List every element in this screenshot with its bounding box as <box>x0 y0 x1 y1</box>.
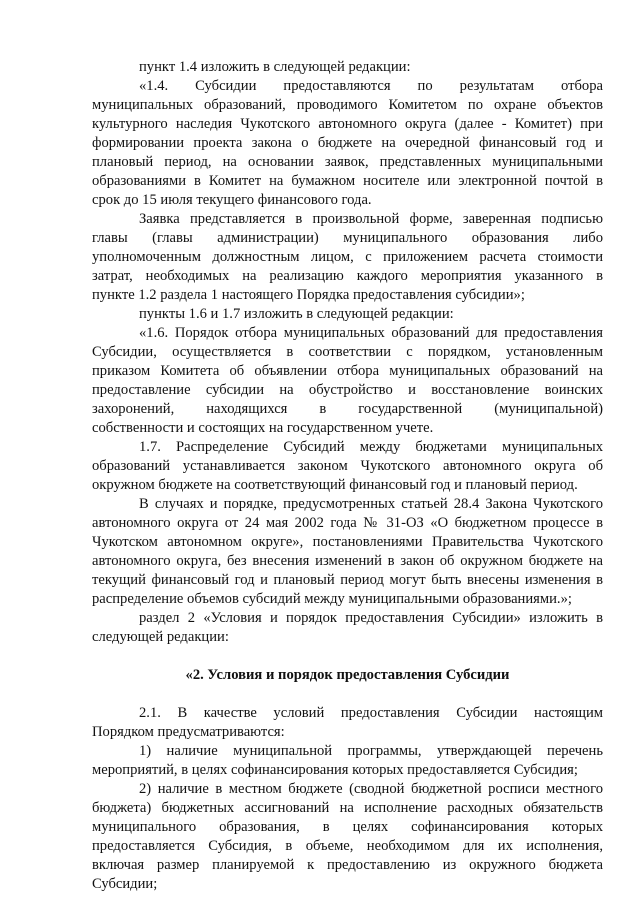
text-line: 1.7. Распределение Субсидий между бюджетами муниципальных <box>139 439 603 455</box>
text-line: 1) наличие муниципальной программы, утверждающей перечень <box>139 743 603 759</box>
text-line: следующей редакции: <box>92 629 229 645</box>
amendment-intro-1-6-1-7: пункты 1.6 и 1.7 изложить в следующей редакции: <box>139 306 454 322</box>
text-line: включая размер планируемой к предоставлению из окружного бюджета <box>92 857 603 873</box>
text-line: автономного округа от 24 мая 2002 года № 31-ОЗ «О бюджетном процессе в <box>92 515 603 531</box>
text-line: муниципальных образований, проводимого Комитетом по охране объектов <box>92 97 603 113</box>
paragraph-1-4 <box>92 77 603 210</box>
text-line: текущий финансовый год и плановый период могут быть внесены изменения в <box>92 572 603 588</box>
text-line: мероприятий, в целях софинансирования которых предоставляется Субсидия; <box>92 762 578 778</box>
amendment-intro-1-4: пункт 1.4 изложить в следующей редакции: <box>139 59 411 75</box>
text-line: Чукотском автономном округе», постановлениями Правительства Чукотского <box>92 534 603 550</box>
text-line: срок до 15 июля текущего финансового года. <box>92 192 372 208</box>
condition-item-1 <box>92 742 603 780</box>
text-line: образованиями в Комитет на бумажном носителе или электронной почтой в <box>92 173 603 189</box>
amendment-intro-section-2 <box>92 609 603 647</box>
text-line: приказом Комитета об объявлении отбора муниципальных образований на <box>92 363 603 379</box>
text-line: главы (главы администрации) муниципального образования либо <box>92 230 603 246</box>
text-line: окружном бюджете на соответствующий финансовый год и плановый период. <box>92 477 578 493</box>
text-line: Субсидии, осуществляется в соответствии с порядком, установленным <box>92 344 603 360</box>
text-line: пункте 1.2 раздела 1 настоящего Порядка предоставления субсидии»; <box>92 287 525 303</box>
paragraph-application <box>92 210 603 305</box>
text-line: предоставляется Субсидия, в объеме, необходимом для их исполнения, <box>92 838 603 854</box>
paragraph-cases <box>92 495 603 609</box>
text-line: раздел 2 «Условия и порядок предоставления Субсидии» изложить в <box>139 610 603 626</box>
text-line: уполномоченным должностным лицом, с приложением расчета стоимости <box>92 249 603 265</box>
paragraph-1-6 <box>92 324 603 438</box>
text-line: плановый период, на основании заявок, представленных муниципальными <box>92 154 603 170</box>
text-line: культурного наследия Чукотского автономного округа (далее - Комитет) при <box>92 116 603 132</box>
text-line: 2) наличие в местном бюджете (сводной бюджетной росписи местного <box>139 781 603 797</box>
text-line: «1.6. Порядок отбора муниципальных образований для предоставления <box>139 325 603 341</box>
text-line: муниципального образования, в целях софинансирования которых <box>92 819 603 835</box>
text-line: захоронений, находящихся в государственной (муниципальной) <box>92 401 603 417</box>
text-line: затрат, необходимых на реализацию каждого мероприятия указанного в <box>92 268 603 284</box>
section-2-heading: «2. Условия и порядок предоставления Субсидии <box>185 667 510 683</box>
text-line: Субсидии; <box>92 876 158 892</box>
text-line: собственности и состоящих на государственном учете. <box>92 420 434 436</box>
text-line: формировании проекта закона о бюджете на очередной финансовый год и <box>92 135 603 151</box>
text-line: Порядком предусматриваются: <box>92 724 285 740</box>
paragraph-1-7 <box>92 438 603 495</box>
text-line: предоставление субсидии на обустройство и восстановление воинских <box>92 382 603 398</box>
text-line: бюджета) бюджетных ассигнований на исполнение расходных обязательств <box>92 800 603 816</box>
text-line: Заявка представляется в произвольной форме, заверенная подписью <box>139 211 603 227</box>
text-line: «1.4. Субсидии предоставляются по результатам отбора <box>139 78 603 94</box>
text-line: образований устанавливается законом Чукотского автономного округа об <box>92 458 603 474</box>
text-line: автономного округа, без внесения изменений в закон об окружном бюджете на <box>92 553 603 569</box>
condition-item-2 <box>92 780 603 894</box>
text-line: В случаях и порядке, предусмотренных статьей 28.4 Закона Чукотского <box>139 496 603 512</box>
document-page <box>92 58 603 894</box>
text-line: 2.1. В качестве условий предоставления Субсидии настоящим <box>139 705 603 721</box>
text-line: распределение объемов субсидий между муниципальными образованиями.»; <box>92 591 572 607</box>
paragraph-2-1 <box>92 704 603 742</box>
